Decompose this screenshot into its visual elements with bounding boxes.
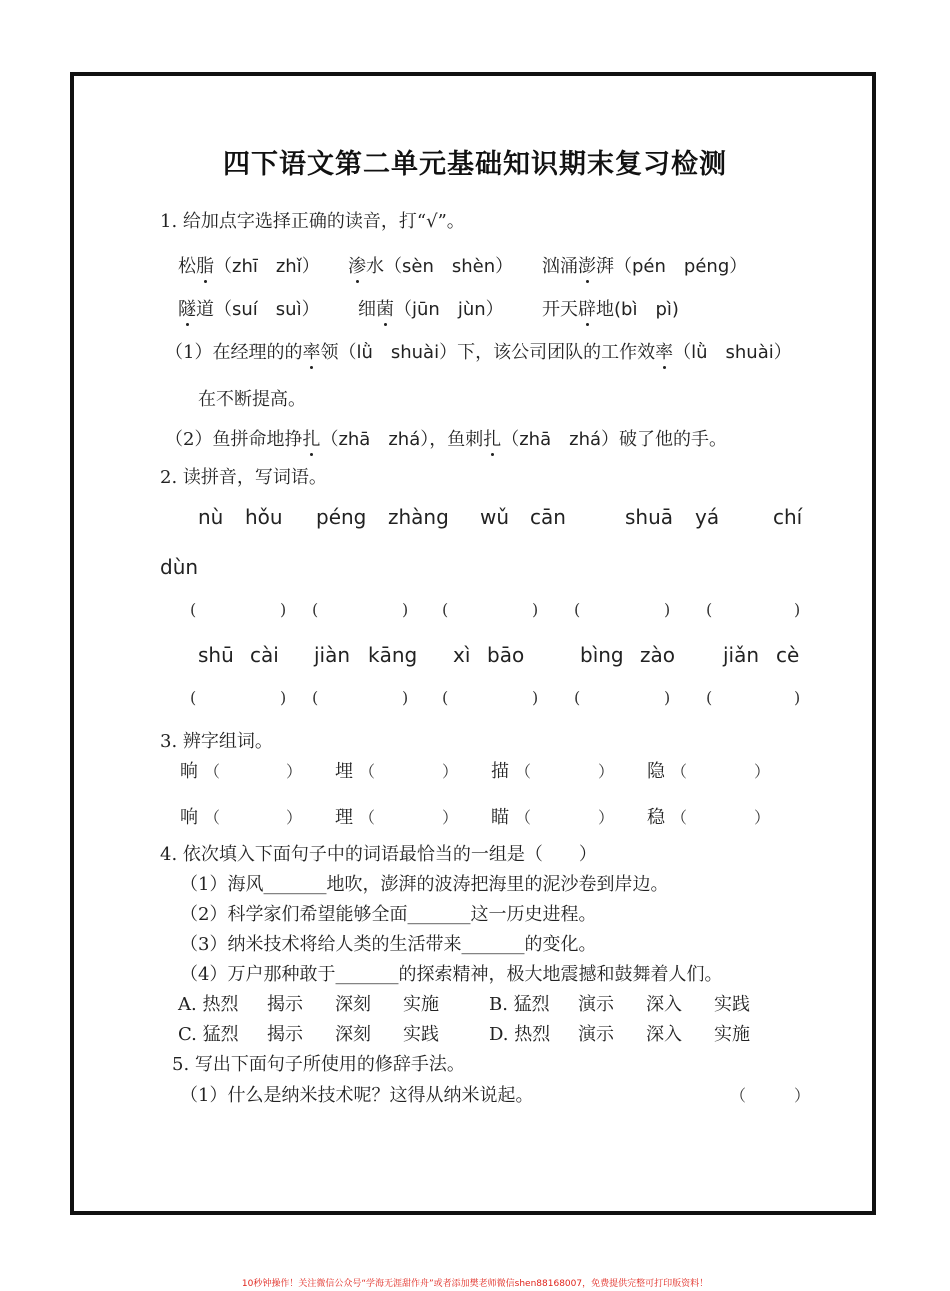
answer-paren: （ [515,762,532,781]
answer-paren: ) [532,600,539,619]
answer-paren: ( [190,600,197,619]
pinyin-syllable: chí [773,505,803,529]
promo-footer: 10秒钟操作！关注微信公众号“学海无涯甜作舟”或者添加樊老师微信shen88168007，免费提供完整可打印版资料！ [241,1279,709,1289]
q1-item: 松脂（zhī zhǐ） [178,256,320,277]
q1-sentence-1-cont: 在不断提高。 [198,389,306,410]
q4-option-word: 深刻 [335,1024,371,1045]
q4-option-word: 实施 [403,994,439,1015]
q4-option-word: 深刻 [335,994,371,1015]
answer-paren: ( [706,688,713,707]
answer-paren: （ [359,808,376,827]
q4-option-word: C. 猛烈 [178,1024,239,1045]
answer-paren: （ [671,762,688,781]
q3-char: 理 [335,807,353,828]
answer-paren: ( [442,600,449,619]
pinyin-syllable: xì [453,643,471,667]
q4-sentence: （3）纳米技术将给人类的生活带来_______的变化。 [180,934,597,955]
pinyin-syllable: shuā [625,505,674,529]
q4-sentence: （1）海风_______地吹，澎湃的波涛把海里的泥沙卷到岸边。 [180,874,669,895]
q4-option-word: A. 热烈 [178,994,239,1015]
emphasis-dot-char: 扎 [302,429,321,450]
answer-paren: ) [280,688,287,707]
answer-paren: ) [794,600,801,619]
q3-char: 瞄 [491,807,509,828]
q3-char: 描 [491,761,509,782]
q3-char: 响 [180,807,198,828]
pinyin-syllable: dùn [160,555,199,579]
q4-option-word: 实践 [403,1024,439,1045]
q4-option-word: 揭示 [267,994,303,1015]
q3-heading: 3. 辨字组词。 [160,731,273,752]
pinyin-syllable: shū [198,643,234,667]
q5-heading: 5. 写出下面句子所使用的修辞手法。 [172,1054,465,1075]
q1-sentence-2: （2）鱼拼命地挣扎（zhā zhá），鱼刺扎（zhā zhá）破了他的手。 [165,429,728,450]
answer-paren: ( [706,600,713,619]
q3-char: 隐 [647,761,665,782]
q1-item: 隧道（suí suì） [178,299,320,320]
answer-paren: （ [204,808,221,827]
answer-paren: ) [280,600,287,619]
q4-option-word: 演示 [578,1024,614,1045]
answer-paren: ） [598,808,615,827]
pinyin-syllable: zhàng [388,505,449,529]
answer-paren: ( [312,600,319,619]
answer-paren: ( [574,600,581,619]
emphasis-dot-char: 扎 [483,429,502,450]
answer-paren: ） [442,808,459,827]
q1-item: 渗水（sèn shèn） [348,256,514,277]
pinyin-syllable: kāng [368,643,418,667]
q1-item: 细菌（jūn jùn） [358,299,504,320]
pinyin-syllable: cài [250,643,279,667]
answer-paren: ） [286,762,303,781]
pinyin-syllable: cè [776,643,800,667]
q4-sentence: （4）万户那种敢于_______的探索精神，极大地震撼和鼓舞着人们。 [180,964,723,985]
answer-paren: ) [664,600,671,619]
pinyin-syllable: zào [640,643,675,667]
answer-paren: ） [598,762,615,781]
q4-option-word: 演示 [578,994,614,1015]
answer-paren: （ ） [730,1086,811,1105]
q4-option-word: 实践 [714,994,750,1015]
answer-paren: ) [532,688,539,707]
q1-item: 开天辟地(bì pì) [542,299,679,320]
pinyin-syllable: nù [198,505,224,529]
answer-paren: ) [664,688,671,707]
q4-option-word: 深入 [646,1024,682,1045]
q5-sentence: （1）什么是纳米技术呢？这得从纳米说起。 [180,1085,534,1106]
q3-char: 埋 [335,761,353,782]
pinyin-syllable: bāo [487,643,525,667]
q4-option-word: 实施 [714,1024,750,1045]
emphasis-dot-char: 辟 [578,299,596,320]
q3-char: 稳 [647,807,665,828]
pinyin-syllable: jiàn [314,643,351,667]
answer-paren: ( [442,688,449,707]
pinyin-syllable: wǔ [480,505,510,529]
pinyin-syllable: hǒu [245,505,283,529]
emphasis-dot-char: 脂 [196,256,214,277]
answer-paren: ) [794,688,801,707]
emphasis-dot-char: 率 [302,342,321,363]
answer-paren: ） [754,808,771,827]
answer-paren: （ [359,762,376,781]
q4-option-word: B. 猛烈 [489,994,550,1015]
answer-paren: （ [671,808,688,827]
q2-heading: 2. 读拼音，写词语。 [160,467,327,488]
emphasis-dot-char: 渗 [348,256,366,277]
pinyin-syllable: cān [530,505,566,529]
answer-paren: （ [204,762,221,781]
q1-sentence-1: （1）在经理的的率领（lǜ shuài）下，该公司团队的工作效率（lǜ shuài） [165,342,792,363]
answer-paren: ） [286,808,303,827]
q4-sentence: （2）科学家们希望能够全面_______这一历史进程。 [180,904,597,925]
emphasis-dot-char: 澎 [578,256,596,277]
page-title: 四下语文第二单元基础知识期末复习检测 [223,149,727,180]
answer-paren: ( [190,688,197,707]
emphasis-dot-char: 率 [655,342,674,363]
q4-option-word: D. 热烈 [489,1024,551,1045]
answer-paren: ( [574,688,581,707]
answer-paren: ） [442,762,459,781]
emphasis-dot-char: 菌 [376,299,394,320]
q4-option-word: 深入 [646,994,682,1015]
q1-heading: 1. 给加点字选择正确的读音，打“√”。 [160,211,465,232]
answer-paren: ) [402,688,409,707]
answer-paren: ) [402,600,409,619]
pinyin-syllable: péng [316,505,367,529]
q4-heading: 4. 依次填入下面句子中的词语最恰当的一组是（ ） [160,844,597,865]
answer-paren: ( [312,688,319,707]
emphasis-dot-char: 隧 [178,299,196,320]
q3-char: 晌 [180,761,198,782]
answer-paren: ） [754,762,771,781]
q1-item: 汹涌澎湃（pén péng） [542,256,748,277]
pinyin-syllable: jiǎn [723,643,760,667]
pinyin-syllable: yá [695,505,720,529]
pinyin-syllable: bìng [580,643,624,667]
q4-option-word: 揭示 [267,1024,303,1045]
answer-paren: （ [515,808,532,827]
